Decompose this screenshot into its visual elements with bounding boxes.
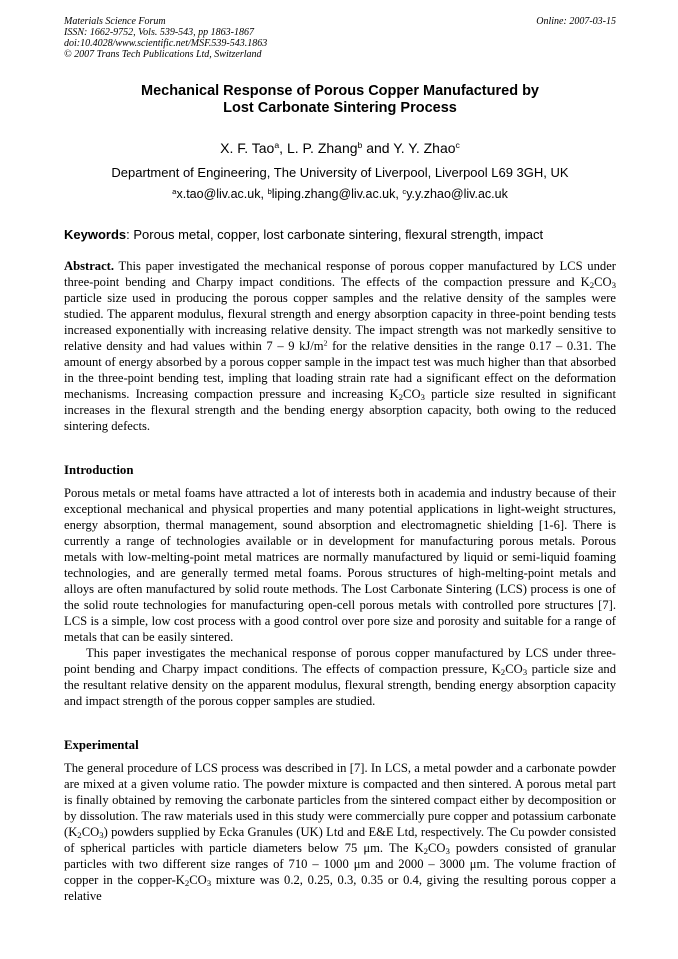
- introduction-section: [64, 485, 616, 709]
- subscript: 3: [99, 830, 104, 841]
- exp-text: CO: [189, 873, 207, 887]
- exp-text: The general procedure of LCS process was described in [7]. In LCS, a metal powder and a carbonate powder are mixed at a given volume ratio. The powder mixture is compacted and then sintered. A porous metal part is finally obtained by removing the carbonate particles from the sintered compact either by decomposition or by dissolution. The raw materials used in this study were commercially pure copper and potassium carbonate (K: [64, 761, 616, 839]
- online-date: Online: 2007-03-15: [536, 16, 616, 27]
- author-1: X. F. Tao: [220, 140, 275, 156]
- experimental-paragraph: [64, 760, 616, 904]
- abstract-label: Abstract.: [64, 259, 115, 273]
- author-2-mark: b: [357, 140, 363, 151]
- author-emails: [64, 187, 616, 202]
- abstract-text: CO: [403, 387, 421, 401]
- journal-name: Materials Science Forum: [64, 16, 166, 27]
- author-1-mark: a: [274, 140, 280, 151]
- copyright-line: © 2007 Trans Tech Publications Ltd, Switzerland: [64, 49, 262, 60]
- experimental-heading: Experimental: [64, 738, 139, 752]
- email-1: x.tao@liv.ac.uk,: [176, 187, 268, 201]
- abstract-text: particle size used in producing the porous copper samples and the relative density of the samples were studied. The apparent modulus, flexural strength and energy absorption capacity in three-point bending tests increased exponentially with increasing relative density. The impact strength was not markedly sensitive to relative density and had values within 7 – 9 kJ/m: [64, 291, 616, 353]
- intro-text: CO: [505, 662, 523, 676]
- subscript: 3: [611, 280, 616, 291]
- email-3: y.y.zhao@liv.ac.uk: [406, 187, 508, 201]
- abstract-text: particle size resulted in significant increases in the flexural strength and the bending energy absorption capacity, both owing to the reduced sintering defects.: [64, 387, 616, 433]
- email-1-mark: a: [172, 186, 177, 196]
- abstract-text: for the relative densities in the range 0.17 – 0.31. The amount of energy absorbed by a porous copper sample in the impact test was much higher than that absorbed in the three-point bending test, impling that loading strain rate had a significant effect on the deformation mechanisms. Increasing compaction pressure and increasing K: [64, 339, 616, 401]
- author-separator: and: [362, 140, 394, 156]
- intro-text: This paper investigates the mechanical response of porous copper manufactured by LCS under three-point bending and Charpy impact conditions. The effects of compaction pressure, K: [64, 646, 616, 676]
- abstract-text: CO: [594, 275, 612, 289]
- exp-text: CO: [81, 825, 100, 839]
- issn-line: ISSN: 1662-9752, Vols. 539-543, pp 1863-1867: [64, 27, 254, 38]
- intro-text: particle size and the resultant relative density on the apparent modulus, flexural strength, bending energy absorption capacity and impact strength of the porous copper samples are studied.: [64, 662, 617, 708]
- title-line-2: Lost Carbonate Sintering Process: [223, 100, 457, 116]
- email-2: liping.zhang@liv.ac.uk,: [271, 187, 403, 201]
- paper-title: [64, 83, 616, 117]
- email-3-mark: c: [402, 186, 407, 196]
- email-2-mark: b: [267, 186, 272, 196]
- exp-text: ) powders supplied by Ecka Granules (UK) Ltd and E&E Ltd, respectively. The Cu powder consisted of spherical particles with particle diameters below 75 μm. The K: [64, 825, 616, 855]
- subscript: 3: [522, 667, 528, 678]
- subscript: 2: [500, 667, 506, 678]
- introduction-heading: Introduction: [64, 463, 134, 477]
- subscript: 3: [445, 846, 450, 857]
- abstract-text: This paper investigated the mechanical response of porous copper manufactured by LCS under three-point bending and Charpy impact conditions. The effects of the compaction pressure and K: [64, 259, 616, 289]
- subscript: 2: [77, 830, 82, 841]
- subscript: 2: [184, 878, 190, 889]
- introduction-paragraph-2: [64, 645, 616, 709]
- subscript: 3: [206, 878, 212, 889]
- subscript: 2: [589, 280, 595, 291]
- superscript: 2: [323, 338, 328, 348]
- subscript: 2: [398, 392, 404, 403]
- keywords-label: Keywords: [64, 227, 127, 242]
- affiliation: Department of Engineering, The University of Liverpool, Liverpool L69 3GH, UK: [111, 165, 569, 180]
- author-list: [64, 140, 616, 157]
- introduction-paragraph-1: Porous metals or metal foams have attracted a lot of interests both in academia and industry because of their exceptional mechanical and physical properties and many potential applications in light-weight structures, energy absorption, thermal management, sound absorption and electromagnetic shielding [1-6]. There is currently a range of technologies available or in development for manufacturing porous metals. Porous metals with low-melting-point metal matrices are normally manufactured by liquid or semi-liquid foaming technologies, and are generally termed metal foams. Porous structures of high-melting-point metals and alloys are often manufactured by solid route methods. The Lost Carbonate Sintering (LCS) process is one of the solid route technologies for manufacturing open-cell porous metals with controlled pore structures [7]. LCS is a simple, low cost process with a good control over pore size and porosity and suitable for a range of metals that can be easily sintered.: [64, 486, 616, 644]
- author-separator: ,: [279, 140, 287, 156]
- abstract: [64, 258, 616, 434]
- author-3: Y. Y. Zhao: [393, 140, 456, 156]
- keywords: [64, 227, 616, 243]
- author-3-mark: c: [455, 140, 460, 151]
- author-2: L. P. Zhang: [286, 140, 358, 156]
- exp-text: CO: [427, 841, 446, 855]
- exp-text: powders consisted of granular particles with two different size ranges of 710 – 1000 μm and 2000 – 3000 μm. The volume fraction of copper in the copper-K: [64, 841, 616, 887]
- experimental-section: [64, 760, 616, 904]
- keywords-text: : Porous metal, copper, lost carbonate sintering, flexural strength, impact: [126, 227, 544, 242]
- exp-text: mixture was 0.2, 0.25, 0.3, 0.35 or 0.4, giving the resulting porous copper a relative: [64, 873, 616, 903]
- journal-header: [64, 16, 616, 60]
- doi-line: doi:10.4028/www.scientific.net/MSF.539-543.1863: [64, 38, 268, 49]
- title-line-1: Mechanical Response of Porous Copper Manufactured by: [140, 83, 539, 99]
- subscript: 2: [423, 846, 428, 857]
- subscript: 3: [420, 392, 425, 403]
